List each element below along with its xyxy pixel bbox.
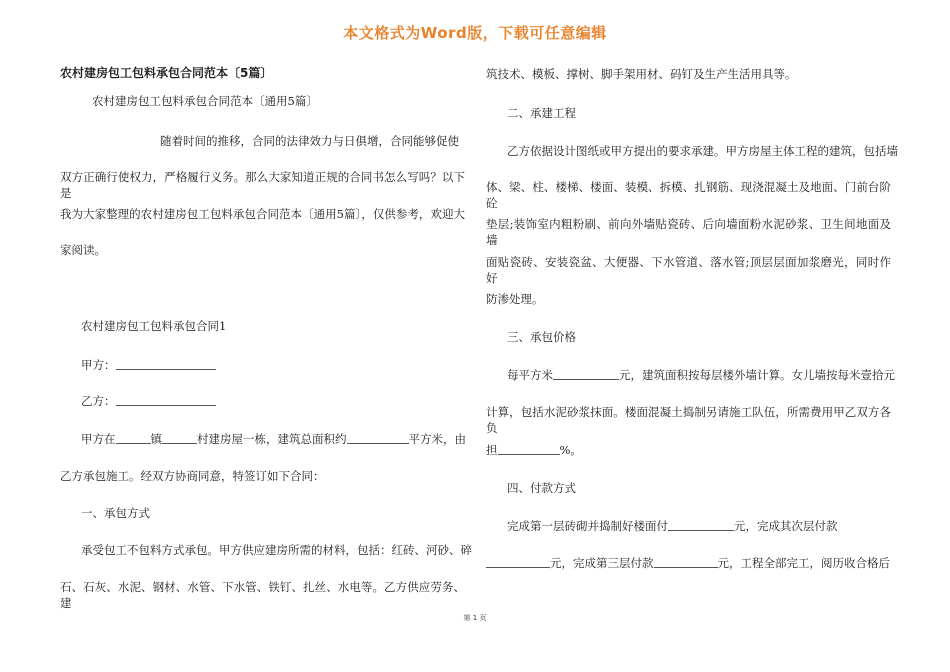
intro-line-1: 随着时间的推移，合同的法律效力与日俱增，合同能够促使 (160, 134, 459, 148)
location-text-4: 平方米，由 (408, 432, 466, 446)
share-percent-blank (498, 442, 560, 455)
intro-line-3: 我为大家整理的农村建房包工包料承包合同范本〔通用5篇〕，仅供参考，欢迎大 (60, 207, 465, 221)
party-a-blank (116, 357, 216, 370)
second-floor-payment-blank (486, 555, 550, 568)
page-number: 第 1 页 (463, 614, 487, 622)
party-b-row (81, 393, 216, 409)
town-blank (116, 431, 151, 444)
price-per-sqm-blank (553, 367, 619, 380)
location-line-2: 乙方承包施工。经双方协商同意，特签订如下合同： (60, 469, 325, 483)
first-floor-payment-blank (668, 518, 734, 531)
section-3-heading: 三、承包价格 (507, 330, 576, 344)
section-2-line-1: 乙方依据设计图纸或甲方提出的要求承建。甲方房屋主体工程的建筑，包括墙 (507, 144, 898, 158)
right-continuation-line: 筑技术、模板、撑树、脚手架用材、码钉及生产生活用具等。 (486, 67, 797, 81)
section-2-line-4: 面贴瓷砖、安装瓷盆、大便器、下水管道、落水管;顶层层面加浆磨光，同时作好 (486, 255, 891, 285)
left-column (60, 60, 472, 610)
section-2-line-3: 垫层;装饰室内粗粉刷、前向外墙贴瓷砖、后向墙面粉水泥砂浆、卫生间地面及墙 (486, 217, 891, 247)
document-subtitle: 农村建房包工包料承包合同范本〔通用5篇〕 (92, 94, 318, 108)
share-text-1: 担 (486, 443, 498, 457)
party-a-label: 甲方： (81, 358, 116, 372)
price-text-1: 每平方米 (507, 368, 553, 382)
contract-heading: 农村建房包工包料承包合同1 (81, 319, 227, 333)
section-2-heading: 二、承建工程 (507, 106, 576, 120)
third-floor-payment-blank (654, 555, 718, 568)
section-1-heading: 一、承包方式 (81, 506, 150, 520)
section-1-line-2: 石、石灰、水泥、钢材、水管、下水管、铁钉、扎丝、水电等。乙方供应劳务、建 (60, 580, 465, 610)
payment-text-3: 元，完成第三层付款 (550, 556, 654, 570)
price-text-2: 元，建筑面积按每层楼外墙计算。女儿墙按每米壹拾元 (619, 368, 895, 382)
party-b-label: 乙方： (81, 394, 116, 408)
party-b-blank (116, 393, 216, 406)
section-3-line-2: 计算，包括水泥砂浆抹面。楼面混凝土捣制另请施工队伍，所需费用甲乙双方各负 (486, 405, 891, 435)
area-blank (347, 431, 409, 444)
party-a-row (81, 357, 216, 373)
location-line-1 (81, 431, 466, 447)
section-4-line-1 (507, 518, 838, 534)
section-4-heading: 四、付款方式 (507, 481, 576, 495)
document-title: 农村建房包工包料承包合同范本〔5篇〕 (60, 66, 273, 80)
section-4-line-2 (486, 555, 890, 571)
document-banner: 本文格式为Word版，下载可任意编辑 (343, 24, 607, 42)
location-text-3: 村建房屋一栋，建筑总面积约 (197, 432, 347, 446)
section-2-line-5: 防渗处理。 (486, 292, 544, 306)
payment-text-1: 完成第一层砖砌并捣制好楼面付 (507, 519, 668, 533)
section-1-line-1: 承受包工不包料方式承包。甲方供应建房所需的材料，包括：红砖、河砂、碎 (81, 543, 472, 557)
section-3-line-3 (486, 442, 582, 458)
payment-text-4: 元，工程全部完工，阅历收合格后 (717, 556, 890, 570)
location-text-1: 甲方在 (81, 432, 116, 446)
section-2-line-2: 体、梁、柱、楼梯、楼面、装模、拆模、扎钢筋、现浇混凝土及地面、门前台阶砼 (486, 180, 891, 210)
intro-line-2: 双方正确行使权力，严格履行义务。那么大家知道正规的合同书怎么写吗？以下是 (60, 170, 465, 200)
share-text-2: %。 (559, 443, 582, 457)
village-blank (162, 431, 197, 444)
section-3-line-1 (507, 367, 895, 383)
location-text-2: 镇 (150, 432, 162, 446)
intro-line-4: 家阅读。 (60, 243, 106, 257)
payment-text-2: 元，完成其次层付款 (734, 519, 838, 533)
